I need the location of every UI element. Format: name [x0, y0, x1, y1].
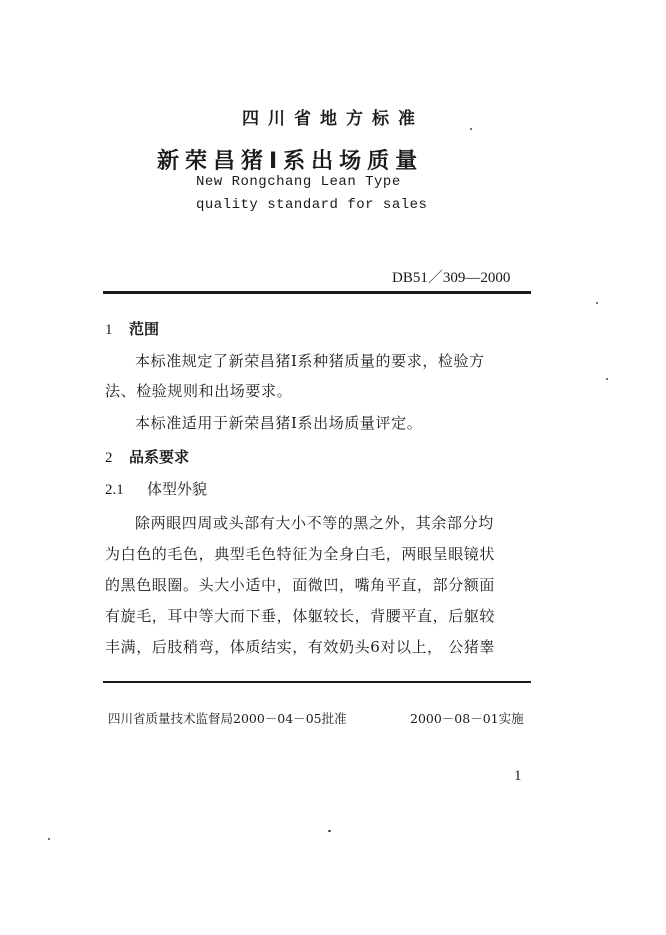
section-1-title: 范围 — [129, 320, 160, 338]
body-line: 的黑色眼圈。头大小适中，面微凹，嘴角平直，部分额面 — [105, 576, 496, 594]
body-line: 丰满，后肢稍弯，体质结实，有效奶头6对以上， 公猪睾 — [105, 638, 495, 656]
implementation-note: 2000－08－01实施 — [410, 711, 524, 726]
english-title-line-1: New Rongchang Lean Type — [196, 174, 401, 190]
scan-speck — [596, 302, 598, 304]
section-2-number: 2 — [105, 450, 113, 466]
scan-speck — [470, 128, 472, 130]
page-number: 1 — [514, 768, 522, 784]
body-line: 除两眼四周或头部有大小不等的黑之外，其余部分均 — [135, 514, 494, 532]
subsection-2-1-heading — [105, 478, 207, 499]
scan-speck — [328, 830, 331, 832]
section-1-heading — [105, 318, 159, 339]
section-1-paragraph-1-line-1: 本标准规定了新荣昌猪Ⅰ系种猪质量的要求，检验方 — [135, 352, 485, 370]
section-2-heading — [105, 446, 189, 467]
scan-speck — [48, 838, 50, 840]
footer-divider — [103, 681, 531, 683]
section-1-paragraph-2: 本标准适用于新荣昌猪Ⅰ系出场质量评定。 — [135, 414, 423, 432]
english-title-line-2: quality standard for sales — [196, 197, 428, 213]
body-line: 为白色的毛色，典型毛色特征为全身白毛，两眼呈眼镜状 — [105, 545, 496, 563]
org-title: 四川省地方标准 — [242, 109, 424, 129]
section-1-number: 1 — [105, 322, 113, 338]
section-2-title: 品系要求 — [129, 448, 190, 466]
standard-code: DB51／309—2000 — [392, 270, 511, 286]
scan-speck — [606, 378, 608, 380]
subsection-2-1-title: 体型外貌 — [147, 480, 208, 498]
body-line: 有旋毛，耳中等大而下垂，体躯较长，背腰平直，后躯较 — [105, 607, 496, 625]
header-divider — [103, 291, 531, 294]
section-1-paragraph-1-line-2: 法、检验规则和出场要求。 — [105, 382, 293, 400]
subsection-2-1-number: 2.1 — [105, 482, 124, 498]
standard-title: 新荣昌猪Ⅰ系出场质量 — [157, 149, 424, 174]
approval-note: 四川省质量技术监督局2000－04－05批准 — [108, 711, 347, 726]
